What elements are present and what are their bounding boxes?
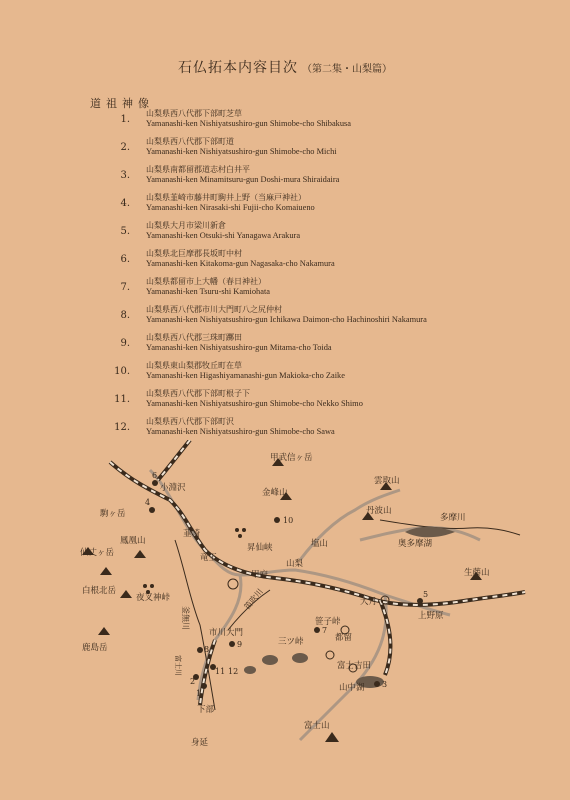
entry-item (0, 276, 570, 306)
entry-number: 4. (120, 198, 130, 209)
entry-romaji: Yamanashi-ken Kitakoma-gun Nagasaka-cho Nakamura (146, 259, 335, 268)
location-map (0, 440, 570, 800)
entry-japanese: 山梨県西八代郡市川大門町八之尻仲村 (146, 305, 282, 314)
label-shichimen: 鹿島岳 (82, 643, 108, 653)
label-hoo: 鳳凰山 (120, 536, 146, 546)
entry-romaji: Yamanashi-ken Tsuru-shi Kamiohata (146, 287, 271, 296)
entry-number: 8. (120, 310, 130, 321)
entry-item (0, 192, 570, 222)
entry-number: 12. (114, 422, 130, 433)
label-fujigawa: 富士川 (174, 655, 182, 676)
site-number-2: 2 (190, 677, 196, 686)
label-fujiyoshida: 富士吉田 (337, 661, 372, 671)
site-number-11: 11 (215, 667, 226, 676)
entry-romaji: Yamanashi-ken Nishiyatsushiro-gun Ichikawa Daimon-cho Hachinoshiri Nakamura (146, 315, 427, 324)
site-number-3: 3 (382, 680, 388, 689)
label-fuji: 富士山 (304, 721, 330, 731)
site-number-9: 9 (237, 640, 243, 649)
site-number-6: 6 (152, 471, 158, 480)
entry-number: 6. (120, 254, 130, 265)
site-number-5: 5 (423, 590, 429, 599)
section-heading: 道祖神像 (90, 97, 154, 110)
site-number-10: 10 (283, 516, 294, 525)
title-text: 石仏拓本内容目次 (178, 60, 298, 76)
entry-japanese: 山梨県西八代郡下部町道 (146, 137, 234, 146)
entry-japanese: 山梨県都留市上大幡（春日神社） (146, 277, 266, 286)
label-kamanashi: 釜無川 (181, 606, 190, 630)
entry-romaji: Yamanashi-ken Nishiyatsushiro-gun Shimobe-cho Sawa (146, 427, 335, 436)
entry-number: 7. (120, 282, 130, 293)
entry-romaji: Yamanashi-ken Nishiyatsushiro-gun Shimobe-cho Shibakusa (146, 119, 352, 128)
entry-item (0, 164, 570, 194)
entry-number: 10. (114, 366, 130, 377)
label-tama-river: 多摩川 (440, 513, 466, 523)
label-ichikawa: 市川大門 (209, 628, 244, 638)
entry-number: 2. (120, 142, 130, 153)
site-number-7: 7 (322, 626, 328, 635)
entry-japanese: 山梨県韮崎市藤井町駒井上野（当麻戸神社） (146, 193, 306, 202)
site-number-12: 12 (228, 667, 239, 676)
entry-item (0, 360, 570, 390)
entry-item (0, 304, 570, 334)
label-yamanashi: 山梨 (286, 559, 304, 569)
river-lines (175, 520, 520, 710)
entry-romaji: Yamanashi-ken Nishiyatsushiro-gun Mitama-cho Toida (146, 343, 332, 352)
label-shosenkyo: 昇仙峡 (247, 543, 273, 553)
entry-number: 5. (120, 226, 130, 237)
subtitle-text: （第二集・山梨篇） (302, 64, 392, 75)
entry-japanese: 山梨県南都留郡道志村白井平 (146, 165, 250, 174)
label-okutama: 奥多摩湖 (398, 539, 433, 549)
entry-item (0, 388, 570, 418)
entry-japanese: 山梨県西八代郡下部町根子下 (146, 389, 250, 398)
label-yamanakako: 山中湖 (339, 683, 365, 693)
entry-item (0, 332, 570, 362)
label-misaka: 三ツ峠 (278, 637, 304, 647)
label-otsuki: 大月 (360, 597, 378, 607)
entry-number: 9. (120, 338, 130, 349)
entry-item (0, 220, 570, 250)
label-enzan: 塩山 (311, 539, 329, 549)
entry-number: 11. (114, 394, 130, 405)
site-number-8: 8 (204, 645, 210, 654)
entry-romaji: Yamanashi-ken Nishiyatsushiro-gun Shimobe-cho Nekko Shimo (146, 399, 363, 408)
label-shiranekita: 白根北岳 (82, 586, 117, 596)
label-ryuo: 竜王 (200, 553, 218, 563)
label-nirasaki: 韮崎 (183, 529, 201, 539)
label-uenohara: 上野原 (418, 611, 444, 621)
entry-japanese: 山梨県西八代郡下部町芝草 (146, 109, 242, 118)
label-tanba: 丹波山 (366, 506, 392, 516)
label-kobushi: 甲武信ヶ岳 (270, 453, 313, 463)
label-kumotori: 雲取山 (374, 476, 400, 486)
entry-romaji: Yamanashi-ken Nirasaki-shi Fujii-cho Komaiueno (146, 203, 315, 212)
label-yokujinja: 夜叉神峠 (136, 593, 171, 603)
entry-japanese: 山梨県大月市梁川新倉 (146, 221, 226, 230)
label-fuefuki: 笛吹川 (242, 587, 265, 612)
label-shimobe: 下部 (197, 705, 215, 715)
site-number-1: 1 (196, 689, 202, 698)
entry-romaji: Yamanashi-ken Minamitsuru-gun Doshi-mura Shiraidaira (146, 175, 340, 184)
entry-item (0, 108, 570, 138)
entry-item (0, 248, 570, 278)
label-obuchizawa: 小淵沢 (160, 483, 186, 493)
label-ikusai: 生藤山 (464, 568, 490, 578)
entry-number: 1. (120, 114, 130, 125)
entry-japanese: 山梨県北巨摩郡長坂町中村 (146, 249, 242, 258)
label-komagatake: 駒ヶ岳 (100, 509, 126, 519)
entry-romaji: Yamanashi-ken Otsuki-shi Yanagawa Arakura (146, 231, 301, 240)
label-kofu: 甲府 (251, 570, 269, 580)
label-sasago: 笹子峠 (315, 617, 341, 627)
entry-japanese: 山梨県西八代郡下部町沢 (146, 417, 234, 426)
entry-japanese: 山梨県東山梨郡牧丘町在草 (146, 361, 242, 370)
label-sento: 仙丈ヶ岳 (80, 548, 115, 558)
entry-japanese: 山梨県西八代郡三珠町躑田 (146, 333, 242, 342)
label-minobu: 身延 (191, 738, 209, 748)
entry-number: 3. (120, 170, 130, 181)
entry-romaji: Yamanashi-ken Nishiyatsushiro-gun Shimobe-cho Michi (146, 147, 337, 156)
label-kinpu: 金峰山 (262, 488, 288, 498)
entry-item (0, 136, 570, 166)
page-title (0, 57, 570, 77)
label-tsuru: 都留 (335, 633, 353, 643)
entry-romaji: Yamanashi-ken Higashiyamanashi-gun Makioka-cho Zaike (146, 371, 345, 380)
site-number-4: 4 (145, 498, 151, 507)
